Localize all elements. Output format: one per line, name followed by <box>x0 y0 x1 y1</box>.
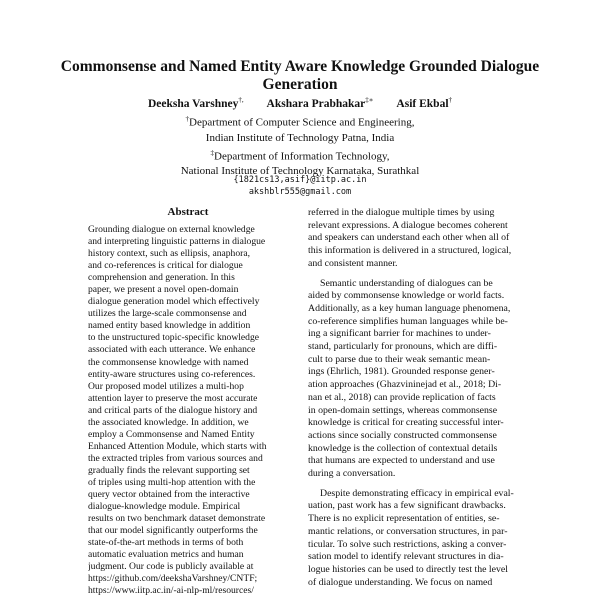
text-line: attention layer to preserve the most accurate <box>88 392 258 404</box>
paragraph <box>308 488 530 590</box>
text-line: during a conversation. <box>308 468 396 480</box>
text-line: There is no explicit representation of entities, se- <box>308 513 500 525</box>
text-line: Despite demonstrating efficacy in empirical eval- <box>320 487 514 499</box>
text-line: stand, particularly for pronouns, which are diffi- <box>308 341 498 353</box>
text-line: logue histories can be used to directly test the level <box>308 563 508 575</box>
text-line: paper, we present a novel open-domain <box>88 284 239 296</box>
text-line: Enhanced Attention Module, which starts with <box>88 440 267 452</box>
text-line: and critical parts of the dialogue history and <box>88 404 258 416</box>
text-line: Grounding dialogue on external knowledge <box>88 224 255 235</box>
text-line: in open-domain settings, whereas commonsense <box>308 404 498 416</box>
affiliation-line: †Department of Computer Science and Engineering, <box>185 115 415 129</box>
affiliations <box>60 112 540 179</box>
text-line: the commonsense knowledge with named <box>88 356 249 368</box>
text-line: results on two benchmark dataset demonstrate <box>88 513 266 525</box>
title-line: Commonsense and Named Entity Aware Knowledge Grounded Dialogue <box>60 58 540 75</box>
text-line: ation approaches (Ghazvininejad et al., 2018; Di- <box>308 379 502 391</box>
text-line: sation model to identify relevant structures in dia- <box>308 551 504 563</box>
text-line: Our proposed model utilizes a multi-hop <box>88 380 244 392</box>
text-line: https://github.com/deekshaVarshney/CNTF; <box>88 573 258 585</box>
text-line: knowledge is the collection of contextual details <box>308 442 498 454</box>
text-line: named entity based knowledge in addition <box>88 320 251 332</box>
text-line: nan et al., 2018) can provide replication of facts <box>308 391 496 403</box>
text-line: that humans are expected to understand and use <box>308 455 495 467</box>
text-line: the extracted triples from various sources and <box>88 452 263 464</box>
affiliation-line: National Institute of Technology Karnataka, Surathkal <box>180 165 420 178</box>
text-line: cult to parse due to their weak semantic mean- <box>308 353 491 365</box>
text-line: associated with each utterance. We enhance <box>88 344 256 356</box>
right-column <box>308 207 530 589</box>
text-line: dialogue-knowledge module. Empirical <box>88 501 241 513</box>
text-line: ings (Ehrlich, 1981). Grounded response gener- <box>308 366 495 378</box>
affiliation-line: Indian Institute of Technology Patna, India <box>205 131 395 144</box>
text-line: to the unstructured topic-specific knowledge <box>88 332 260 344</box>
text-line: and co-references is critical for dialogue <box>88 260 243 272</box>
paragraph <box>308 207 530 271</box>
title-line: Generation <box>262 76 338 93</box>
text-line: and interpreting linguistic patterns in dialogue <box>88 236 266 248</box>
author: Asif Ekbal† <box>396 96 453 110</box>
paper-title <box>60 58 540 94</box>
text-line: mantic relations, or conversation structures, in par- <box>308 525 508 537</box>
text-line: employ a Commonsense and Named Entity <box>88 428 255 440</box>
text-line: of dialogue understanding. We focus on named <box>308 576 493 588</box>
text-line: query vector obtained from the interactive <box>88 489 250 501</box>
author: Deeksha Varshney†, <box>147 96 244 110</box>
text-line: history context, such as ellipsis, anaphora, <box>88 248 250 260</box>
email-line: {1821cs13,asif}@iitp.ac.in <box>233 175 367 185</box>
text-line: gradually finds the relevant supporting set <box>88 464 250 476</box>
text-line: https://www.iitp.ac.in/-ai-nlp-ml/resources/ <box>88 585 254 597</box>
text-line: Semantic understanding of dialogues can be <box>320 277 493 289</box>
text-line: relevant expressions. A dialogue becomes coherent <box>308 219 508 231</box>
text-line: automatic evaluation metrics and human <box>88 549 244 561</box>
abstract-heading: Abstract <box>167 206 209 218</box>
text-line: judgment. Our code is publicly available at <box>88 561 254 573</box>
email-line: akshblr555@gmail.com <box>248 187 352 197</box>
text-line: entity-aware structures using co-references. <box>88 368 256 380</box>
text-line: utilizes the large-scale commonsense and <box>88 308 247 320</box>
abstract-body <box>88 224 288 597</box>
text-line: ing a significant barrier for machines to under- <box>308 328 491 340</box>
text-line: and consistent manner. <box>308 257 398 269</box>
text-line: co-reference simplifies human languages while be- <box>308 315 508 327</box>
text-line: knowledge is critical for creating successful inter- <box>308 417 504 429</box>
text-line: dialogue generation model which effectively <box>88 296 260 308</box>
text-line: this information is delivered in a structured, logical, <box>308 245 512 257</box>
affiliation-line: ‡Department of Information Technology, <box>210 148 390 163</box>
text-line: and speakers can understand each other when all of <box>308 232 510 244</box>
text-line: the associated knowledge. In addition, we <box>88 416 249 428</box>
author-list <box>60 96 540 110</box>
text-line: state-of-the-art methods in terms of both <box>88 537 244 549</box>
paragraph <box>308 278 530 481</box>
text-line: aided by commonsense knowledge or world facts. <box>308 290 505 302</box>
text-line: Additionally, as a key human language phenomena, <box>308 302 511 314</box>
text-line: comprehension and generation. In this <box>88 272 235 284</box>
text-line: referred in the dialogue multiple times by using <box>308 207 495 218</box>
text-line: of triples using multi-hop attention with the <box>88 476 256 488</box>
text-line: ticular. To solve such restrictions, asking a conver- <box>308 538 507 550</box>
text-line: uation, past work has a few significant drawbacks. <box>308 500 506 512</box>
author-emails <box>60 174 540 198</box>
author: Akshara Prabhakar‡∗ <box>266 96 374 110</box>
text-line: that our model significantly outperforms the <box>88 525 258 537</box>
text-line: actions since socially constructed commonsense <box>308 429 497 441</box>
